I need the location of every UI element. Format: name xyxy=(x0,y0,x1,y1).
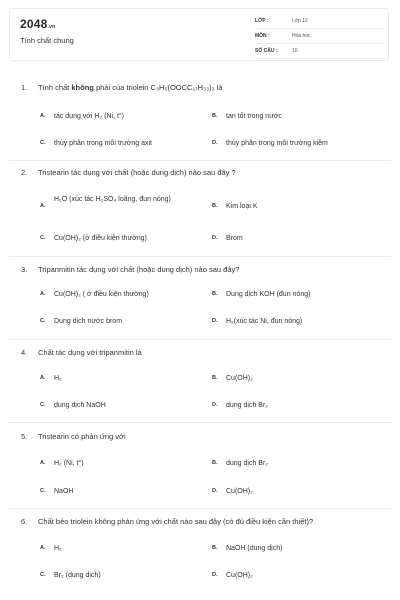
divider xyxy=(9,339,391,340)
question-number: 1. xyxy=(21,83,28,92)
meta-class-key: LỚP : xyxy=(255,18,269,24)
meta-count-value: 10 xyxy=(292,48,298,54)
meta-subject-key: MÔN : xyxy=(255,33,270,39)
meta-count-key: SỐ CÂU : xyxy=(255,48,278,54)
meta-class xyxy=(255,15,385,29)
divider xyxy=(9,508,391,509)
question-number: 2. xyxy=(21,168,28,177)
divider xyxy=(9,256,391,257)
question-number: 4. xyxy=(21,348,28,357)
worksheet-title: Tính chất chung xyxy=(20,36,74,45)
meta-subject xyxy=(255,30,385,44)
question-text: Tripanmitin tác dụng với chất (hoặc dung dịch) nào sau đây? xyxy=(38,265,240,274)
meta-class-value: Lớp 12 xyxy=(292,18,308,24)
worksheet-header xyxy=(9,8,389,61)
meta-count xyxy=(255,45,385,59)
question-text: Chất tác dụng với tripanmitin là xyxy=(38,348,142,357)
question-text: Tính chất không phải của triolein C₃H₅(OOCC₁₇H₃₃)₃ là xyxy=(38,83,223,92)
meta-subject-value: Hóa học xyxy=(292,33,311,39)
divider xyxy=(9,160,391,161)
question-number: 3. xyxy=(21,265,28,274)
site-logo[interactable]: 2048.vn xyxy=(20,17,56,31)
question-text: Tristearin tác dụng với chất (hoặc dung dịch) nào sau đây ? xyxy=(38,168,236,177)
question-text: Tristearin có phản ứng với xyxy=(38,432,126,441)
question-number: 5. xyxy=(21,432,28,441)
question-text: Chất béo triolein không phản ứng với chất nào sau đây (có đủ điều kiện cần thiết)? xyxy=(38,517,314,526)
question-number: 6. xyxy=(21,517,28,526)
worksheet-page: 2048.vn Tính chất chung LỚP : Lớp 12 MÔN : Hóa học SỐ CÂU : 10 1. Tính chất không phải của triolein C₃H₅(OOCC₁₇H₃₃)₃ là A. tác dụng với H₂ (Ni, t°) B. tan tốt trong nước C. thủy phân trong môi trường axit D. thủy phân trong môi trường kiềm 2. Tristearin tác dụng với chất (hoặc dung dịch) nào sau đây ? A. H₂O (xúc tác H₂SO₄ loãng, đun nóng) B. Kim loại K C. Cu(OH)₂ (ở điều kiện thường) D. Brom 3. Tripanmitin tác dụng với chất (hoặc dung dịch) nào sau đây? A. Cu(OH)₂ ( ở điều kiện thường) B. Dung dịch KOH (đun nóng) C. Dung dịch nước brom D. H₂(xúc tác Ni, đun nóng) 4. Chất tác dụng với tripanmitin là A. H₂ B. Cu(OH)₂ C. dung dịch NaOH D. dung dịch Br₂ 5. Tristearin có phản ứng với A. H₂ (Ni, t°) B. dung dịch Br₂ C. NaOH D. Cu(OH)₂ 6. Chất béo triolein không phản ứng với chất nào sau đây (có đủ điều kiện cần thiết)? A. H₂ B. NaOH (dung dịch) C. Br₂ (dung dịch) D. Cu(OH)₂ xyxy=(0,0,400,600)
divider xyxy=(9,422,391,423)
